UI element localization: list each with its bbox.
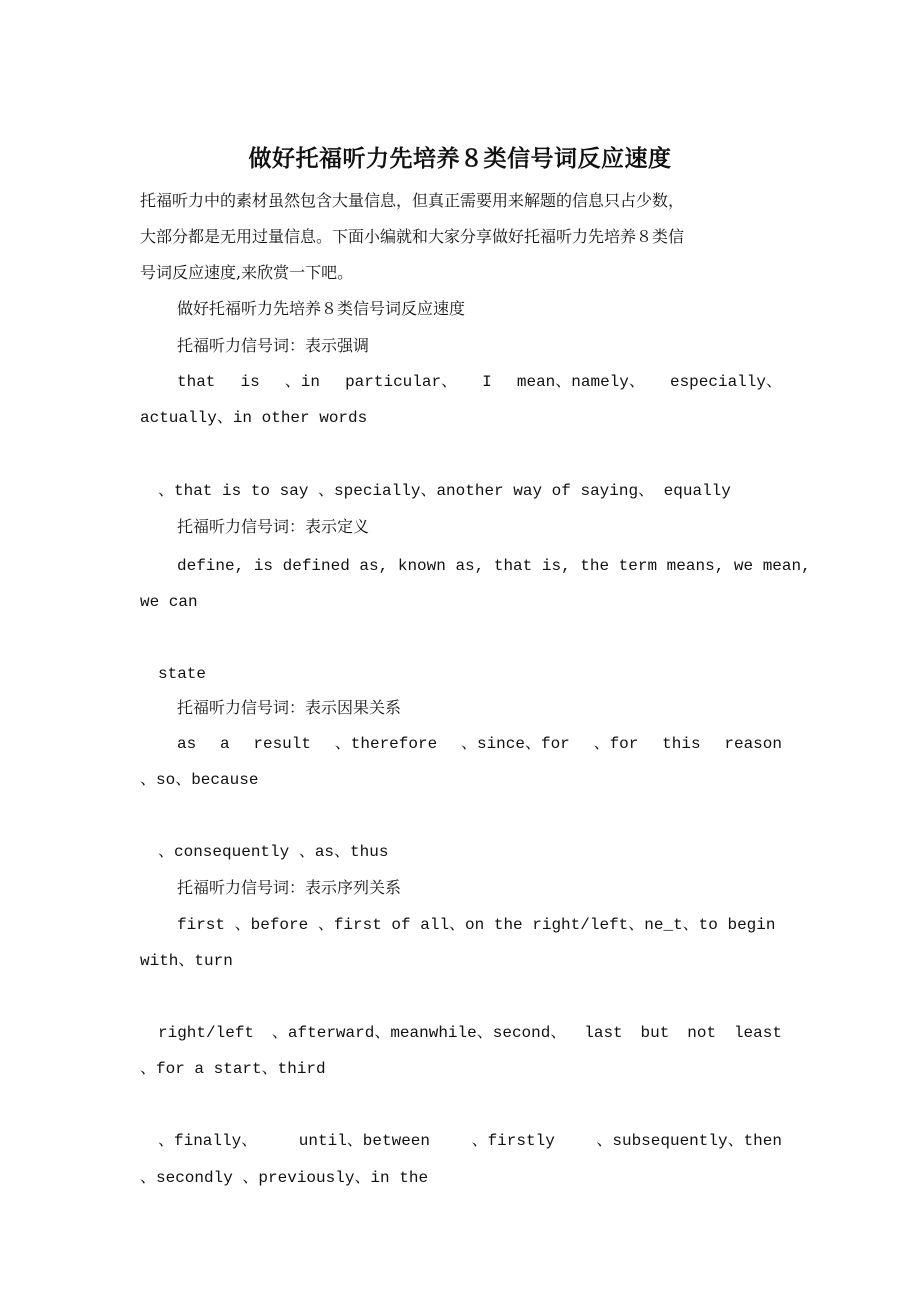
word: mean、namely、 [516,373,645,391]
word: is [240,373,260,391]
word: 、subsequently、then [596,1132,782,1150]
word: until、between [298,1132,431,1150]
word: but [640,1024,670,1042]
word: a [219,735,230,753]
sequence-words-line-4: 、for a start、third [140,1060,326,1078]
word: 、therefore [334,735,438,753]
emphasis-words-line-2: actually、in other words [140,409,368,427]
word: 、since、for [460,735,570,753]
word: 、firstly [471,1132,555,1150]
word: 、finally、 [158,1132,258,1150]
intro-line-1: 托福听力中的素材虽然包含大量信息，但真正需要用来解题的信息只占少数， [140,191,685,210]
cause-words-line-2: 、so、because [140,771,259,789]
emphasis-words-line-1 [177,372,782,392]
word: as [177,735,197,753]
intro-line-2: 大部分都是无用过量信息。下面小编就和大家分享做好托福听力先培养８类信 [140,227,685,246]
word: I [482,373,492,391]
word: last [584,1024,623,1042]
section-heading-cause-effect: 托福听力信号词：表示因果关系 [177,698,402,717]
sequence-words-line-2: with、turn [140,952,233,970]
word: reason [724,735,782,753]
definition-words-line-1: define, is defined as, known as, that is, the term means, we mean, [177,557,811,575]
word: not [687,1024,717,1042]
emphasis-words-line-3: 、that is to say 、specially、another way of saying、 equally [158,482,731,500]
word: least [733,1024,782,1042]
word: especially、 [669,373,782,391]
section-heading-sequence: 托福听力信号词：表示序列关系 [177,878,402,897]
definition-words-line-2: we can [140,593,198,611]
word: result [253,735,311,753]
sequence-words-line-6: 、secondly 、previously、in the [140,1169,429,1187]
word: this [662,735,701,753]
section-heading-definition: 托福听力信号词：表示定义 [177,517,370,536]
cause-words-line-3: 、consequently 、as、thus [158,843,389,861]
subtitle: 做好托福听力先培养８类信号词反应速度 [177,299,466,318]
document-title: 做好托福听力先培养８类信号词反应速度 [248,145,672,172]
word: right/left [158,1024,255,1042]
cause-words-line-1 [177,734,782,754]
sequence-words-line-5 [158,1131,782,1151]
section-heading-emphasis: 托福听力信号词：表示强调 [177,336,370,355]
word: particular、 [345,373,458,391]
sequence-words-line-3 [158,1023,782,1043]
word: that [177,373,216,391]
sequence-words-line-1: first 、before 、first of all、on the right/left、ne_t、to begin [177,916,776,934]
word: 、in [284,373,320,391]
intro-line-3: 号词反应速度,来欣赏一下吧。 [140,263,354,282]
word: 、for [593,735,639,753]
word: 、afterward、meanwhile、second、 [271,1024,567,1042]
definition-words-line-3: state [158,665,207,683]
